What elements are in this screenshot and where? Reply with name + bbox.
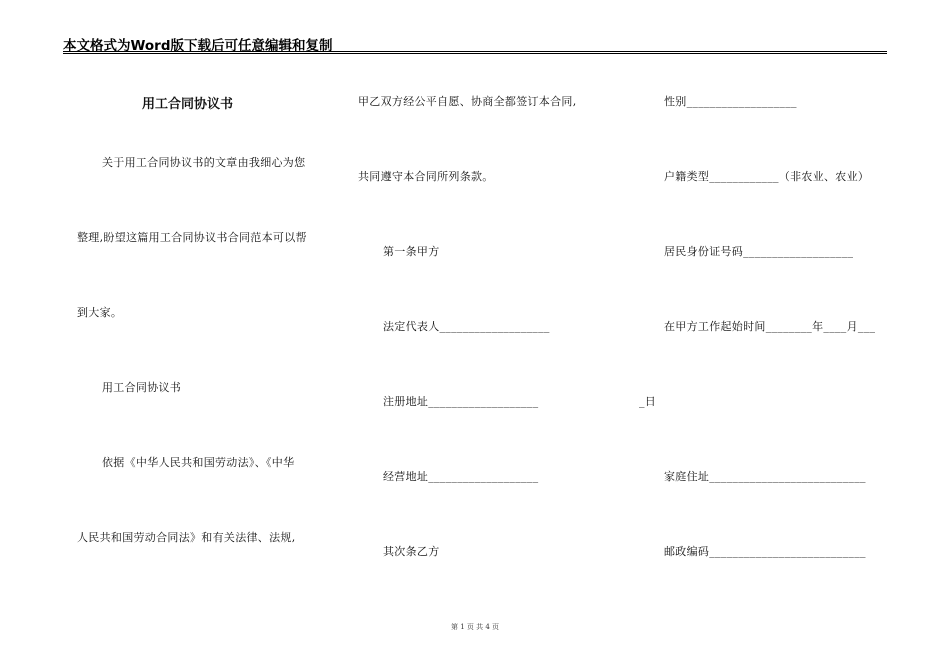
header-rule-bottom [63,53,887,54]
form-field-gender: 性别___________________ [664,95,797,108]
form-field-registered-address: 注册地址___________________ [383,395,539,408]
form-field-start-date: 在甲方工作起始时间________年____月___ [664,320,876,333]
paragraph-line: 人民共和国劳动合同法》和有关法律、法规, [77,531,296,544]
page-number: 第 1 页 共 4 页 [450,623,500,631]
paragraph-line: 甲乙双方经公平自愿、协商全都签订本合同, [358,95,577,108]
clause-heading: 其次条乙方 [383,545,440,558]
form-field-postal-code: 邮政编码___________________________ [664,545,866,558]
paragraph-line: 依据《中华人民共和国劳动法》、《中华 [102,456,295,469]
form-field-home-address: 家庭住址___________________________ [664,470,866,483]
header-rule-top [63,51,887,52]
document-title: 用工合同协议书 [142,97,234,112]
paragraph-line: 到大家。 [77,306,123,319]
section-heading: 用工合同协议书 [102,381,182,394]
form-field-legal-representative: 法定代表人___________________ [383,320,550,333]
form-field-start-date-cont: _日 [639,395,657,408]
paragraph-line: 共同遵守本合同所列条款。 [358,170,494,183]
form-field-id-number: 居民身份证号码___________________ [664,245,854,258]
page-header: 本文格式为Word版下载后可任意编辑和复制 [63,38,333,54]
form-field-business-address: 经营地址___________________ [383,470,539,483]
paragraph-line: 关于用工合同协议书的文章由我细心为您 [102,156,306,169]
paragraph-line: 整理,盼望这篇用工合同协议书合同范本可以帮 [77,231,307,244]
form-field-household-type: 户籍类型____________（非农业、农业） [664,170,870,183]
clause-heading: 第一条甲方 [383,245,440,258]
